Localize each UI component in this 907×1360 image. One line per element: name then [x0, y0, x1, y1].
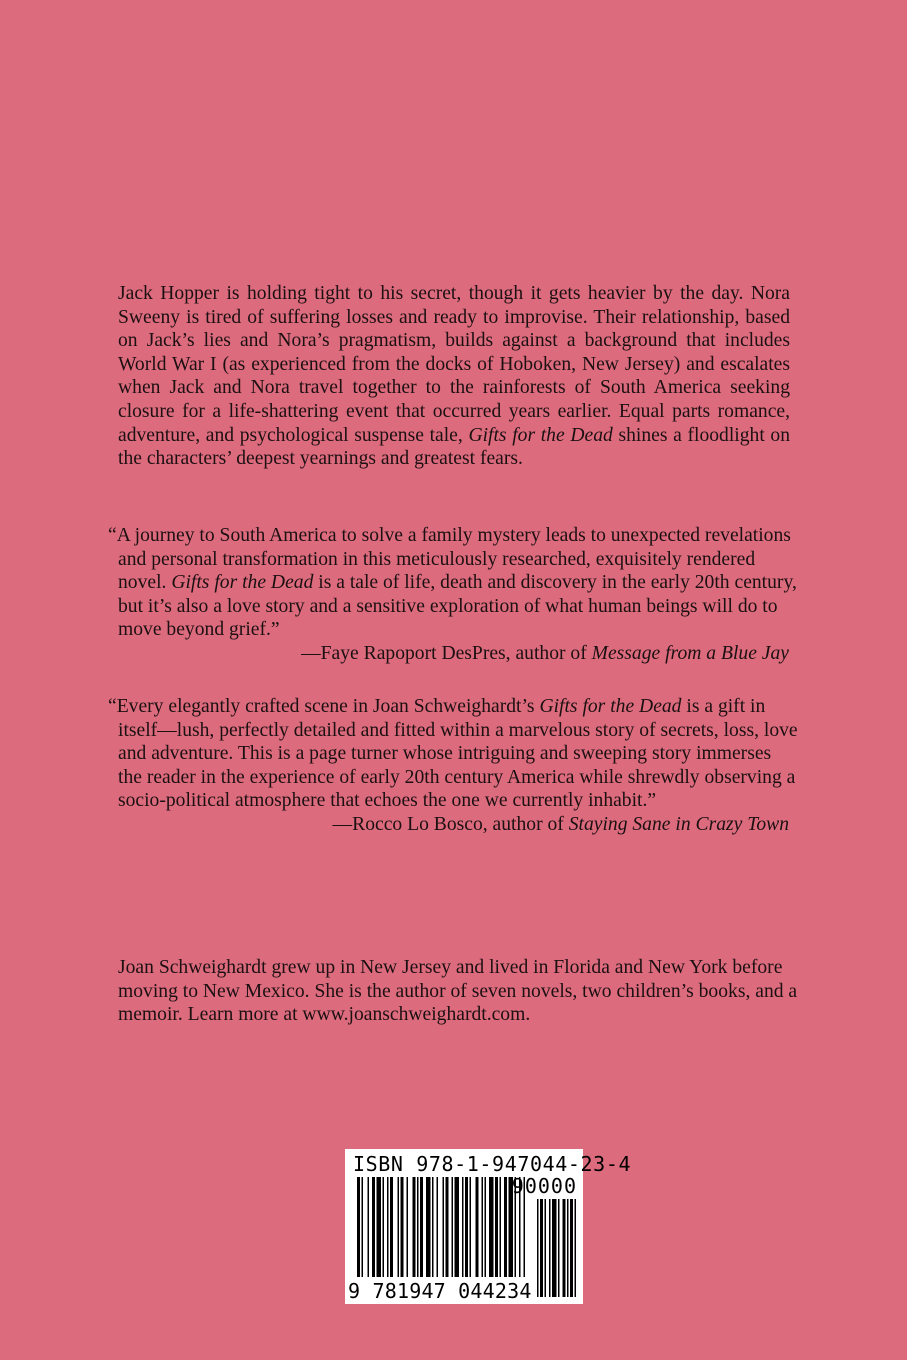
barcode-bar [470, 1177, 472, 1277]
barcode-bar [357, 1177, 360, 1277]
barcode-bar [446, 1177, 449, 1277]
barcode-bar [476, 1177, 479, 1277]
price-addon-bar [570, 1199, 573, 1297]
author-bio: Joan Schweighardt grew up in New Jersey and lived in Florida and New York before moving to New Mexico. She is the author of seven novels, two children’s books, and a memoir. Learn more at www.joanschweighardt.com. [118, 957, 798, 1026]
barcode-bar [398, 1177, 400, 1277]
price-addon-bar [540, 1199, 543, 1297]
barcode-bar [390, 1177, 393, 1277]
review-quote-2 [108, 695, 798, 837]
quote1-before: “A journey to South America to solve a family mystery leads to unexpected revelations and personal transformation in this meticulously researched, exquisitely rendered novel. [108, 525, 791, 594]
quote1-attribution: —Faye Rapoport DesPres, author of [301, 642, 592, 664]
quote2-attribution: —Rocco Lo Bosco, author of [332, 813, 569, 835]
barcode-bar [372, 1177, 375, 1277]
barcode-bar [495, 1177, 498, 1277]
quote1-attribution-book: Message from a Blue Jay [591, 642, 789, 664]
barcode-bar [362, 1177, 364, 1277]
blurb-text-before: Jack Hopper is holding tight to his secret, though it gets heavier by the day. Nora Sweeny is tired of suffering losses and ready to improvise. Their relationship, based on Jack’s lies and Nora’s pragmatism, builds against a background that includes World War I (as experienced from the docks of Hoboken, New Jersey) and escalates when Jack and Nora travel together to the rainforests of South America seeking closure for a life-shattering event that occurred years earlier. Equal parts romance, adventure, and psychological suspense tale, [118, 283, 790, 446]
barcode-bar [485, 1177, 487, 1277]
barcode-bar [420, 1177, 423, 1277]
isbn-label: ISBN 978-1-947044-23-4 [353, 1152, 632, 1176]
price-addon-bar [545, 1199, 547, 1297]
price-addon-bar [558, 1199, 560, 1297]
back-cover-blurb [118, 282, 790, 471]
price-addon-bar [552, 1199, 557, 1297]
quote1-book-title: Gifts for the Dead [171, 572, 314, 594]
quote2-before: “Every elegantly crafted scene in Joan Schweighardt’s [108, 696, 540, 717]
price-addon-bar [537, 1199, 539, 1297]
barcode-bar [443, 1177, 445, 1277]
barcode-bar [452, 1177, 454, 1277]
review-quote-1-attribution [108, 642, 798, 666]
barcode-bar [417, 1177, 419, 1277]
review-quote-2-body [108, 695, 798, 813]
review-quote-1 [108, 524, 798, 666]
barcode-bar [387, 1177, 389, 1277]
barcode-bar [462, 1177, 464, 1277]
blurb-text-after: shines a floodlight on the characters’ deepest yearnings and greatest fears. [118, 424, 791, 470]
price-code: 90000 [511, 1174, 577, 1198]
barcode-bar [426, 1177, 431, 1277]
blurb-book-title: Gifts for the Dead [468, 424, 613, 446]
barcode-bar [489, 1177, 494, 1277]
quote2-after: is a gift in itself—lush, perfectly detailed and fitted within a marvelous story of secrets, loss, love and adventure. This is a page turner whose intriguing and sweeping story immerses the reader in the experience of early 20th century America while shrewdly observing a socio-political atmosphere that echoes the one we currently inhabit.” [118, 696, 798, 812]
price-addon-bar [549, 1199, 551, 1297]
barcode-bar [437, 1177, 439, 1277]
barcode-bar [401, 1177, 404, 1277]
barcode-bar [368, 1177, 370, 1277]
quote1-after: is a tale of life, death and discovery in the early 20th century, but it’s also a love story and a sensitive exploration of what human beings will do to move beyond grief.” [118, 572, 797, 641]
barcode-bar [377, 1177, 382, 1277]
price-addon-bar [567, 1199, 569, 1297]
barcode-bar [383, 1177, 385, 1277]
barcode-number: 9 781947 044234 [348, 1279, 532, 1303]
barcode-bar [500, 1177, 502, 1277]
barcode-bar [407, 1177, 409, 1277]
quote2-book-title: Gifts for the Dead [539, 696, 682, 717]
barcode-bar [432, 1177, 434, 1277]
barcode-bar [482, 1177, 484, 1277]
barcode-bar [455, 1177, 460, 1277]
review-quote-1-body [108, 524, 798, 642]
barcode-bar [413, 1177, 416, 1277]
isbn-barcode [345, 1149, 632, 1304]
price-addon-bar [575, 1199, 577, 1297]
price-addon-bar [563, 1199, 566, 1297]
review-quote-2-attribution [108, 813, 798, 837]
barcode-bar [465, 1177, 468, 1277]
quote2-attribution-book: Staying Sane in Crazy Town [568, 813, 789, 835]
barcode-bar [504, 1177, 507, 1277]
